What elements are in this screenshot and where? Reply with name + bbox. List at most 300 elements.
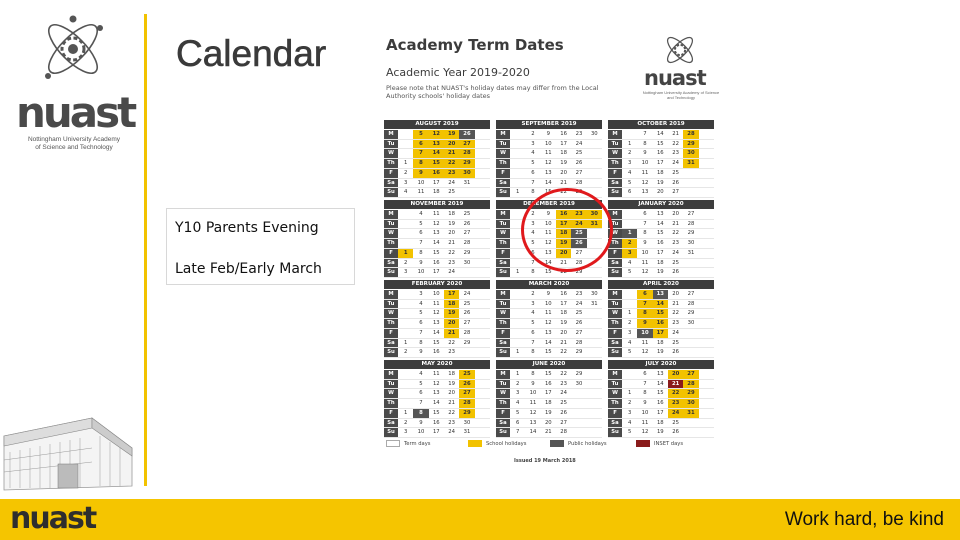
date-cell: 11 [637, 338, 652, 348]
month-block [608, 360, 714, 436]
date-cell: 14 [429, 328, 444, 338]
legend-inset-days [636, 440, 683, 448]
date-cell [699, 389, 714, 399]
date-cell: 4 [525, 309, 540, 319]
calendar-nuast-logo [640, 32, 720, 104]
date-cell: 21 [444, 239, 459, 249]
mini-logo-subtitle-line2: of Science and Technology [667, 90, 720, 100]
date-cell: 24 [668, 248, 683, 258]
date-cell: 8 [637, 309, 652, 319]
issued-date: Issued 19 March 2018 [514, 458, 576, 464]
date-cell: 6 [637, 290, 652, 299]
date-cell [587, 370, 602, 379]
date-cell [683, 258, 698, 268]
date-cell: 5 [525, 319, 540, 329]
day-letter: Th [496, 159, 510, 169]
date-cell: 3 [622, 248, 637, 258]
date-cell: 23 [668, 149, 683, 159]
day-letter: M [608, 370, 622, 379]
day-letter: Sa [608, 418, 622, 428]
date-cell: 2 [398, 348, 413, 358]
date-cell: 10 [541, 299, 556, 309]
date-cell: 1 [398, 338, 413, 348]
day-letter: Sa [608, 338, 622, 348]
date-cell: 18 [653, 168, 668, 178]
date-cell: 1 [398, 408, 413, 418]
date-cell [587, 268, 602, 278]
day-letter: Tu [608, 219, 622, 229]
date-cell: 6 [525, 168, 540, 178]
date-cell: 26 [668, 348, 683, 358]
date-cell: 4 [622, 168, 637, 178]
legend-term-days [386, 440, 430, 448]
date-cell: 8 [413, 338, 428, 348]
date-cell: 5 [622, 268, 637, 278]
date-cell [571, 428, 586, 438]
date-cell: 24 [444, 428, 459, 438]
date-cell: 26 [668, 178, 683, 188]
mini-logo-wordmark: nuast [644, 66, 706, 90]
date-cell: 26 [459, 379, 474, 389]
month-table [496, 130, 602, 198]
date-cell [398, 290, 413, 299]
date-cell: 21 [444, 328, 459, 338]
date-cell: 30 [571, 379, 586, 389]
date-cell [699, 399, 714, 409]
date-cell: 18 [444, 370, 459, 379]
date-cell: 15 [653, 389, 668, 399]
date-cell: 25 [556, 399, 571, 409]
date-cell [475, 399, 490, 409]
date-cell: 4 [398, 188, 413, 198]
date-cell: 7 [525, 258, 540, 268]
date-cell: 29 [459, 338, 474, 348]
date-cell: 4 [413, 299, 428, 309]
date-cell [699, 210, 714, 219]
day-letter: Th [496, 399, 510, 409]
day-letter: W [496, 389, 510, 399]
date-cell [398, 328, 413, 338]
date-cell: 24 [668, 159, 683, 169]
date-cell: 5 [413, 219, 428, 229]
date-cell: 25 [668, 338, 683, 348]
date-cell: 26 [668, 268, 683, 278]
date-cell: 26 [571, 319, 586, 329]
month-table [608, 210, 714, 278]
date-cell: 10 [637, 408, 652, 418]
date-cell: 12 [541, 319, 556, 329]
date-cell: 8 [525, 348, 540, 358]
date-cell: 10 [541, 219, 556, 229]
date-cell: 6 [413, 389, 428, 399]
day-letter: Su [384, 268, 398, 278]
day-letter: F [496, 408, 510, 418]
date-cell: 14 [653, 219, 668, 229]
date-cell: 10 [525, 389, 540, 399]
date-cell [398, 370, 413, 379]
date-cell [699, 408, 714, 418]
day-letter: W [608, 389, 622, 399]
date-cell [398, 309, 413, 319]
date-cell [475, 130, 490, 139]
date-cell: 24 [444, 178, 459, 188]
date-cell [475, 149, 490, 159]
date-cell: 11 [429, 370, 444, 379]
date-cell: 20 [444, 319, 459, 329]
date-cell: 30 [683, 239, 698, 249]
legend-label: Public holidays [568, 441, 607, 447]
date-cell: 1 [622, 309, 637, 319]
date-cell: 21 [556, 338, 571, 348]
date-cell: 20 [653, 188, 668, 198]
calendar-year: Academic Year 2019-2020 [386, 66, 530, 79]
date-cell: 18 [556, 309, 571, 319]
date-cell: 6 [413, 319, 428, 329]
date-cell [622, 299, 637, 309]
date-cell: 21 [444, 149, 459, 159]
date-cell: 9 [413, 168, 428, 178]
date-cell [510, 338, 525, 348]
date-cell: 9 [637, 149, 652, 159]
month-block [608, 120, 714, 196]
date-cell: 18 [556, 229, 571, 239]
month-block [384, 280, 490, 356]
date-cell [683, 428, 698, 438]
calendar-notice: Please note that NUAST's holiday dates may differ from the Local Authority schools' holiday dates [386, 84, 599, 100]
date-cell: 29 [683, 389, 698, 399]
date-cell: 21 [668, 299, 683, 309]
date-cell: 5 [622, 178, 637, 188]
date-cell: 15 [653, 139, 668, 149]
date-cell: 19 [653, 348, 668, 358]
legend-public-holidays [550, 440, 607, 448]
date-cell [587, 309, 602, 319]
date-cell [510, 248, 525, 258]
day-letter: Su [496, 348, 510, 358]
date-cell [622, 379, 637, 389]
date-cell: 10 [413, 268, 428, 278]
date-cell: 26 [459, 309, 474, 319]
day-letter: Su [384, 188, 398, 198]
mini-logo-subtitle [642, 90, 720, 100]
date-cell [587, 418, 602, 428]
date-cell [398, 139, 413, 149]
date-cell: 11 [541, 229, 556, 239]
date-cell: 5 [525, 159, 540, 169]
date-cell: 10 [429, 290, 444, 299]
date-cell: 28 [571, 338, 586, 348]
date-cell: 21 [668, 130, 683, 139]
date-cell: 23 [571, 210, 586, 219]
date-cell [475, 258, 490, 268]
date-cell: 4 [525, 229, 540, 239]
date-cell: 19 [541, 408, 556, 418]
date-cell: 7 [637, 379, 652, 389]
date-cell: 26 [556, 408, 571, 418]
date-cell: 29 [571, 348, 586, 358]
date-cell: 17 [429, 428, 444, 438]
day-letter: Sa [384, 338, 398, 348]
date-cell: 18 [444, 299, 459, 309]
date-cell: 19 [653, 428, 668, 438]
highlight-circle [521, 188, 613, 272]
date-cell: 5 [413, 379, 428, 389]
date-cell: 15 [429, 338, 444, 348]
day-letter: F [608, 168, 622, 178]
month-block [384, 120, 490, 196]
date-cell [587, 178, 602, 188]
date-cell [475, 248, 490, 258]
date-cell [622, 130, 637, 139]
date-cell: 18 [653, 338, 668, 348]
date-cell: 2 [510, 379, 525, 389]
date-cell: 18 [653, 258, 668, 268]
date-cell: 17 [556, 219, 571, 229]
date-cell: 5 [510, 408, 525, 418]
date-cell: 20 [556, 248, 571, 258]
date-cell: 8 [525, 370, 540, 379]
day-letter: M [496, 210, 510, 219]
day-letter: Su [496, 428, 510, 438]
month-name: NOVEMBER 2019 [384, 200, 490, 209]
day-letter: Sa [496, 418, 510, 428]
date-cell: 3 [413, 290, 428, 299]
date-cell: 6 [413, 139, 428, 149]
date-cell [398, 379, 413, 389]
date-cell [699, 328, 714, 338]
date-cell: 14 [653, 379, 668, 389]
day-letter: Tu [608, 139, 622, 149]
atom-gear-icon [38, 14, 108, 84]
date-cell: 13 [429, 229, 444, 239]
date-cell: 16 [429, 258, 444, 268]
date-cell [510, 139, 525, 149]
date-cell: 29 [683, 139, 698, 149]
month-name: AUGUST 2019 [384, 120, 490, 129]
date-cell: 26 [459, 219, 474, 229]
date-cell: 9 [413, 348, 428, 358]
date-cell: 9 [541, 210, 556, 219]
date-cell: 13 [541, 328, 556, 338]
date-cell: 29 [571, 188, 586, 198]
date-cell [571, 389, 586, 399]
date-cell: 11 [637, 168, 652, 178]
date-cell: 13 [541, 248, 556, 258]
date-cell [622, 219, 637, 229]
date-cell [459, 348, 474, 358]
date-cell [398, 229, 413, 239]
date-cell: 3 [622, 408, 637, 418]
date-cell [683, 418, 698, 428]
date-cell: 21 [444, 399, 459, 409]
date-cell [475, 379, 490, 389]
parents-evening-note [166, 208, 355, 285]
day-letter: Sa [496, 258, 510, 268]
date-cell [510, 328, 525, 338]
date-cell: 15 [653, 229, 668, 239]
date-cell [475, 309, 490, 319]
date-cell: 15 [653, 309, 668, 319]
date-cell [510, 149, 525, 159]
date-cell: 31 [459, 178, 474, 188]
date-cell: 22 [668, 139, 683, 149]
date-cell: 19 [653, 268, 668, 278]
date-cell [587, 389, 602, 399]
date-cell: 10 [637, 328, 652, 338]
date-cell: 30 [459, 418, 474, 428]
date-cell: 13 [653, 210, 668, 219]
date-cell: 17 [653, 159, 668, 169]
date-cell: 22 [556, 268, 571, 278]
day-letter: Sa [608, 258, 622, 268]
date-cell: 25 [459, 299, 474, 309]
date-cell: 19 [556, 239, 571, 249]
date-cell: 15 [541, 348, 556, 358]
date-cell: 3 [398, 178, 413, 188]
date-cell: 17 [653, 408, 668, 418]
date-cell: 8 [637, 139, 652, 149]
legend-label: INSET days [654, 441, 684, 447]
date-cell [587, 149, 602, 159]
logo-subtitle [14, 136, 134, 152]
date-cell: 27 [571, 168, 586, 178]
month-block [608, 280, 714, 356]
day-letter: M [496, 130, 510, 139]
date-cell: 19 [444, 379, 459, 389]
date-cell: 30 [587, 290, 602, 299]
date-cell: 20 [444, 229, 459, 239]
date-cell: 21 [556, 178, 571, 188]
date-cell: 20 [668, 210, 683, 219]
date-cell: 1 [398, 159, 413, 169]
date-cell: 28 [571, 178, 586, 188]
date-cell: 29 [459, 159, 474, 169]
date-cell: 23 [668, 239, 683, 249]
date-cell: 2 [525, 210, 540, 219]
date-cell: 22 [556, 370, 571, 379]
date-cell: 9 [637, 239, 652, 249]
date-cell: 22 [668, 229, 683, 239]
date-cell [622, 370, 637, 379]
date-cell [475, 370, 490, 379]
day-letter: Su [608, 268, 622, 278]
date-cell: 17 [556, 299, 571, 309]
date-cell [510, 309, 525, 319]
month-table [384, 290, 490, 358]
date-cell: 28 [459, 328, 474, 338]
date-cell: 13 [429, 139, 444, 149]
date-cell: 22 [556, 188, 571, 198]
date-cell [510, 168, 525, 178]
date-cell: 9 [541, 130, 556, 139]
month-table [608, 290, 714, 358]
date-cell [475, 428, 490, 438]
date-cell: 27 [683, 210, 698, 219]
date-cell: 13 [637, 188, 652, 198]
logo-wordmark: nuast [16, 88, 135, 137]
date-cell: 13 [653, 290, 668, 299]
date-cell: 22 [444, 248, 459, 258]
date-cell: 28 [556, 428, 571, 438]
legend-school-holidays [468, 440, 526, 448]
day-letter: Sa [384, 178, 398, 188]
date-cell [475, 139, 490, 149]
day-letter: Tu [496, 219, 510, 229]
month-block [496, 280, 602, 356]
date-cell: 31 [683, 408, 698, 418]
date-cell: 24 [556, 389, 571, 399]
mini-atom-icon [662, 32, 698, 68]
date-cell: 21 [541, 428, 556, 438]
date-cell: 4 [622, 338, 637, 348]
date-cell: 2 [398, 418, 413, 428]
date-cell: 20 [541, 418, 556, 428]
date-cell: 1 [510, 188, 525, 198]
date-cell: 20 [556, 168, 571, 178]
day-letter: F [608, 248, 622, 258]
date-cell: 21 [668, 219, 683, 229]
date-cell: 28 [459, 149, 474, 159]
date-cell: 15 [429, 408, 444, 418]
logo-subtitle-line1: Nottingham University Academy [27, 136, 121, 143]
date-cell: 14 [653, 130, 668, 139]
date-cell: 16 [429, 168, 444, 178]
day-letter: Su [608, 348, 622, 358]
date-cell: 23 [571, 290, 586, 299]
day-letter: M [496, 290, 510, 299]
date-cell: 27 [459, 389, 474, 399]
date-cell: 17 [653, 328, 668, 338]
date-cell [587, 399, 602, 409]
date-cell: 17 [653, 248, 668, 258]
day-letter: Tu [496, 139, 510, 149]
month-block [608, 200, 714, 276]
date-cell: 16 [556, 210, 571, 219]
note-event: Y10 Parents Evening [175, 220, 319, 236]
date-cell: 16 [653, 149, 668, 159]
date-cell: 25 [444, 188, 459, 198]
date-cell: 1 [398, 248, 413, 258]
date-cell [699, 348, 714, 358]
day-letter: M [384, 210, 398, 219]
date-cell: 11 [541, 149, 556, 159]
date-cell: 28 [683, 130, 698, 139]
date-cell: 10 [637, 159, 652, 169]
day-letter: W [384, 309, 398, 319]
date-cell: 15 [541, 188, 556, 198]
date-cell [699, 239, 714, 249]
date-cell: 24 [668, 408, 683, 418]
date-cell [398, 399, 413, 409]
date-cell: 7 [637, 130, 652, 139]
date-cell: 12 [541, 159, 556, 169]
date-cell [475, 219, 490, 229]
date-cell: 23 [571, 130, 586, 139]
date-cell: 6 [637, 370, 652, 379]
date-cell [475, 418, 490, 428]
date-cell [475, 239, 490, 249]
date-cell: 9 [413, 418, 428, 428]
date-cell: 27 [571, 248, 586, 258]
date-cell: 12 [637, 178, 652, 188]
date-cell: 4 [413, 210, 428, 219]
date-cell: 20 [668, 290, 683, 299]
date-cell: 10 [413, 428, 428, 438]
month-name: MAY 2020 [384, 360, 490, 369]
date-cell: 14 [429, 399, 444, 409]
date-cell [475, 319, 490, 329]
day-letter: Tu [496, 299, 510, 309]
